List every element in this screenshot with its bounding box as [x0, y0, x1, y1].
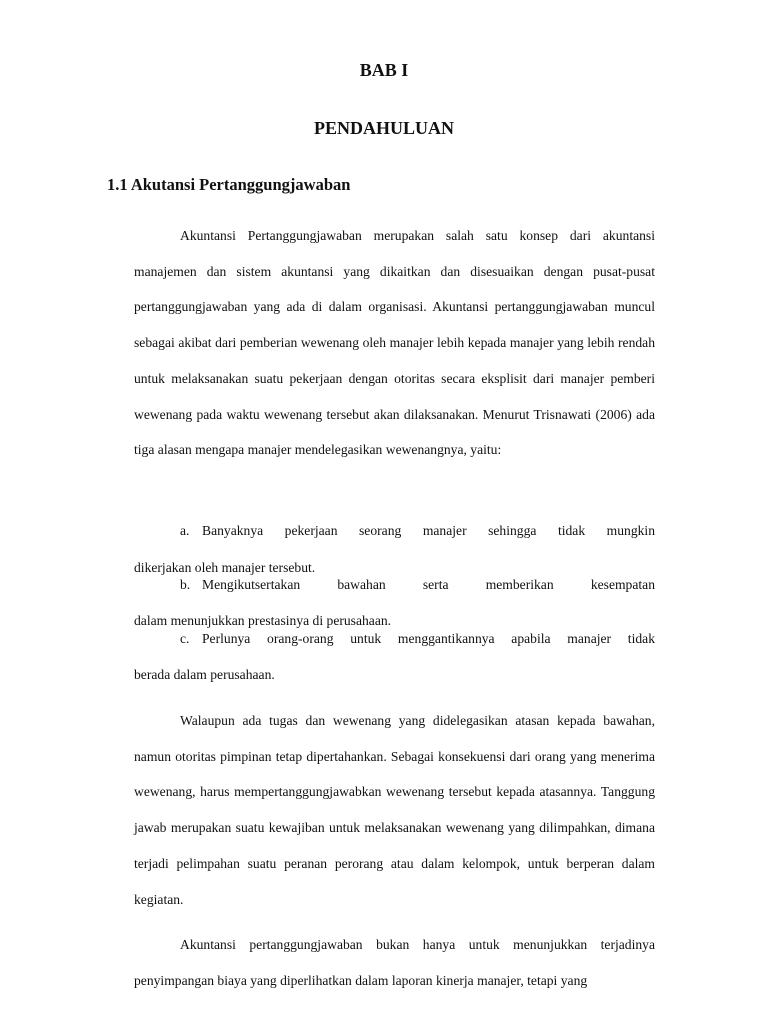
list-item-c	[134, 630, 655, 684]
list-item-b	[134, 576, 655, 630]
list-item-a	[134, 522, 655, 577]
chapter-title: PENDAHULUAN	[313, 118, 454, 138]
list-item-rest: dikerjakan oleh manajer tersebut.	[134, 560, 316, 575]
paragraph-responsibility: Akuntansi pertanggungjawaban bukan hanya untuk menunjukkan terjadinya penyimpangan biaya yang diperlihatkan dalam laporan kinerja manajer, tetapi yang	[134, 937, 655, 988]
list-item	[134, 576, 655, 630]
list-item-lead: Banyaknya pekerjaan seorang manajer sehingga tidak mungkin	[202, 523, 655, 538]
list-item	[134, 630, 655, 684]
list-marker: b.	[180, 577, 191, 592]
list-item-lead: Mengikutsertakan bawahan serta memberikan kesempatan	[202, 577, 655, 592]
list-item-lead: Perlunya orang-orang untuk menggantikannya apabila manajer tidak	[202, 631, 655, 646]
list-item-rest: berada dalam perusahaan.	[134, 667, 275, 682]
list-item-rest: dalam menunjukkan prestasinya di perusahaan.	[134, 613, 392, 628]
list-marker: c.	[180, 631, 190, 646]
list-marker: a.	[180, 523, 190, 538]
section-heading: 1.1 Akutansi Pertanggungjawaban	[107, 175, 351, 194]
list-item	[134, 522, 655, 577]
paragraph-intro: Akuntansi Pertanggungjawaban merupakan salah satu konsep dari akuntansi manajemen dan sistem akuntansi yang dikaitkan dan disesuaikan dengan pusat-pusat pertanggungjawaban yang ada di dalam organisasi. Akuntansi pertanggungjawaban muncul sebagai akibat dari pemberian wewenang oleh manajer lebih kepada manajer yang lebih rendah untuk melaksanakan suatu pekerjaan dengan otoritas secara eksplisit dari manajer pemberi wewenang pada waktu wewenang tersebut akan dilaksanakan. Menurut Trisnawati (2006) ada tiga alasan mengapa manajer mendelegasikan wewenangnya, yaitu:	[134, 228, 655, 458]
paragraph-delegation: Walaupun ada tugas dan wewenang yang didelegasikan atasan kepada bawahan, namun otoritas pimpinan tetap dipertahankan. Sebagai konsekuensi dari orang yang menerima wewenang, harus mempertanggungjawabkan wewenang tersebut kepada atasannya. Tanggung jawab merupakan suatu kewajiban untuk melaksanakan wewenang yang dilimpahkan, dimana terjadi pelimpahan suatu peranan perorang atau dalam kelompok, untuk berperan dalam kegiatan.	[134, 713, 655, 907]
chapter-number: BAB I	[359, 60, 409, 80]
